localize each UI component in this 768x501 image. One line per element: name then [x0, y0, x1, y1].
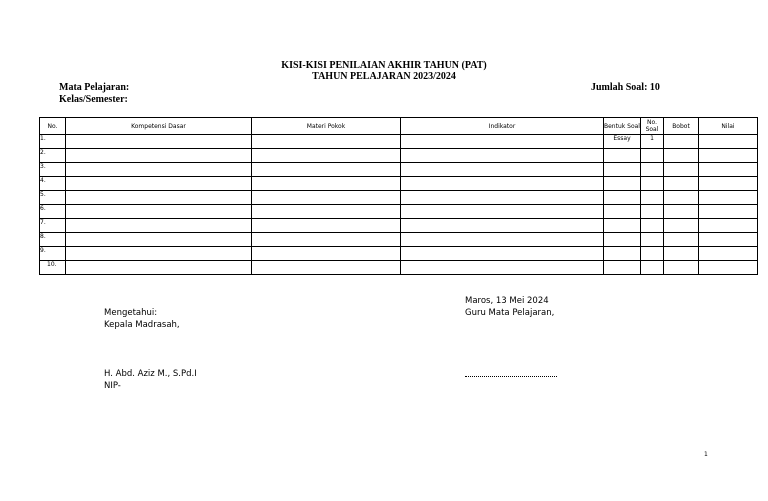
cell-no-soal[interactable]: [641, 177, 664, 191]
cell-bentuk-soal[interactable]: [604, 191, 641, 205]
row-number: 10.: [40, 261, 66, 275]
cell-materi-pokok[interactable]: [252, 205, 401, 219]
cell-no-soal[interactable]: 1: [641, 135, 664, 149]
teacher-signature-line: [465, 370, 557, 377]
cell-bentuk-soal[interactable]: [604, 219, 641, 233]
cell-bentuk-soal[interactable]: [604, 233, 641, 247]
cell-nilai[interactable]: [699, 177, 758, 191]
cell-kompetensi-dasar[interactable]: [66, 191, 252, 205]
cell-kompetensi-dasar[interactable]: [66, 219, 252, 233]
cell-bobot[interactable]: [664, 163, 699, 177]
cell-kompetensi-dasar[interactable]: [66, 247, 252, 261]
cell-indikator[interactable]: [401, 163, 604, 177]
cell-bentuk-soal[interactable]: [604, 261, 641, 275]
cell-materi-pokok[interactable]: [252, 135, 401, 149]
row-number: 3.: [40, 163, 66, 177]
place-date: Maros, 13 Mei 2024: [465, 296, 549, 306]
cell-no-soal[interactable]: [641, 247, 664, 261]
page-number: 1: [704, 451, 708, 458]
column-header-bentuk-soal: [604, 118, 641, 135]
table-row: [40, 219, 758, 233]
cell-kompetensi-dasar[interactable]: [66, 177, 252, 191]
cell-no-soal[interactable]: [641, 233, 664, 247]
column-header-indikator: Indikator: [401, 118, 604, 135]
cell-nilai[interactable]: [699, 135, 758, 149]
cell-bentuk-soal[interactable]: [604, 163, 641, 177]
row-number: 6.: [40, 205, 66, 219]
row-number: 4.: [40, 177, 66, 191]
column-header-materi-pokok: Materi Pokok: [252, 118, 401, 135]
cell-nilai[interactable]: [699, 205, 758, 219]
table-row: [40, 177, 758, 191]
cell-materi-pokok[interactable]: [252, 247, 401, 261]
row-number: 1.: [40, 135, 66, 149]
row-number: 8.: [40, 233, 66, 247]
cell-nilai[interactable]: [699, 163, 758, 177]
cell-no-soal[interactable]: [641, 191, 664, 205]
cell-materi-pokok[interactable]: [252, 233, 401, 247]
table-row: [40, 261, 758, 275]
table-row: [40, 205, 758, 219]
cell-nilai[interactable]: [699, 261, 758, 275]
row-number: 2.: [40, 149, 66, 163]
cell-materi-pokok[interactable]: [252, 261, 401, 275]
table-row: [40, 233, 758, 247]
table-row: [40, 247, 758, 261]
subject-label: Mata Pelajaran:: [59, 82, 130, 93]
cell-indikator[interactable]: [401, 177, 604, 191]
cell-nilai[interactable]: [699, 247, 758, 261]
row-number: 5.: [40, 191, 66, 205]
cell-bobot[interactable]: [664, 261, 699, 275]
column-header-nilai: Nilai: [699, 118, 758, 135]
column-header-bobot: Bobot: [664, 118, 699, 135]
cell-materi-pokok[interactable]: [252, 149, 401, 163]
cell-kompetensi-dasar[interactable]: [66, 261, 252, 275]
cell-bobot[interactable]: [664, 191, 699, 205]
row-number: 9.: [40, 247, 66, 261]
cell-bentuk-soal[interactable]: [604, 149, 641, 163]
column-header-no-soal: [641, 118, 664, 135]
cell-bentuk-soal[interactable]: Essay: [604, 135, 641, 149]
cell-bobot[interactable]: [664, 135, 699, 149]
cell-no-soal[interactable]: [641, 149, 664, 163]
cell-no-soal[interactable]: [641, 219, 664, 233]
document-title: KISI-KISI PENILAIAN AKHIR TAHUN (PAT): [281, 60, 487, 71]
cell-indikator[interactable]: [401, 135, 604, 149]
table-header-row: [40, 118, 758, 135]
cell-materi-pokok[interactable]: [252, 177, 401, 191]
cell-kompetensi-dasar[interactable]: [66, 205, 252, 219]
acknowledged-label: Mengetahui:: [104, 308, 158, 318]
cell-kompetensi-dasar[interactable]: [66, 135, 252, 149]
table-row: [40, 163, 758, 177]
cell-nilai[interactable]: [699, 219, 758, 233]
cell-bobot[interactable]: [664, 205, 699, 219]
cell-indikator[interactable]: [401, 191, 604, 205]
cell-nilai[interactable]: [699, 191, 758, 205]
cell-indikator[interactable]: [401, 205, 604, 219]
cell-kompetensi-dasar[interactable]: [66, 149, 252, 163]
cell-materi-pokok[interactable]: [252, 191, 401, 205]
document-subtitle: TAHUN PELAJARAN 2023/2024: [312, 71, 456, 82]
table-row: [40, 191, 758, 205]
cell-nilai[interactable]: [699, 233, 758, 247]
principal-name: H. Abd. Aziz M., S.Pd.I: [104, 369, 197, 379]
table-row: [40, 135, 758, 149]
cell-kompetensi-dasar[interactable]: [66, 163, 252, 177]
column-header-no: No.: [40, 118, 66, 135]
grid-table: [39, 117, 758, 275]
column-header-no-soal-text: No. Soal: [645, 119, 659, 133]
column-header-kompetensi-dasar: Kompetensi Dasar: [66, 118, 252, 135]
cell-bobot[interactable]: [664, 219, 699, 233]
cell-materi-pokok[interactable]: [252, 219, 401, 233]
cell-kompetensi-dasar[interactable]: [66, 233, 252, 247]
principal-role: Kepala Madrasah,: [104, 320, 180, 330]
cell-indikator[interactable]: [401, 261, 604, 275]
cell-no-soal[interactable]: [641, 163, 664, 177]
cell-materi-pokok[interactable]: [252, 163, 401, 177]
cell-bentuk-soal[interactable]: [604, 247, 641, 261]
cell-no-soal[interactable]: [641, 261, 664, 275]
cell-indikator[interactable]: [401, 233, 604, 247]
principal-nip: NIP-: [104, 381, 121, 391]
cell-no-soal[interactable]: [641, 205, 664, 219]
question-count: Jumlah Soal: 10: [591, 82, 660, 93]
cell-bentuk-soal[interactable]: [604, 177, 641, 191]
cell-bobot[interactable]: [664, 247, 699, 261]
cell-bobot[interactable]: [664, 149, 699, 163]
cell-bobot[interactable]: [664, 177, 699, 191]
cell-indikator[interactable]: [401, 149, 604, 163]
cell-indikator[interactable]: [401, 247, 604, 261]
cell-bobot[interactable]: [664, 233, 699, 247]
cell-indikator[interactable]: [401, 219, 604, 233]
row-number: 7.: [40, 219, 66, 233]
column-header-bentuk-soal-text: Bentuk Soal: [604, 122, 640, 130]
teacher-role: Guru Mata Pelajaran,: [465, 308, 555, 318]
cell-nilai[interactable]: [699, 149, 758, 163]
class-semester-label: Kelas/Semester:: [59, 94, 128, 105]
cell-bentuk-soal[interactable]: [604, 205, 641, 219]
table-row: [40, 149, 758, 163]
